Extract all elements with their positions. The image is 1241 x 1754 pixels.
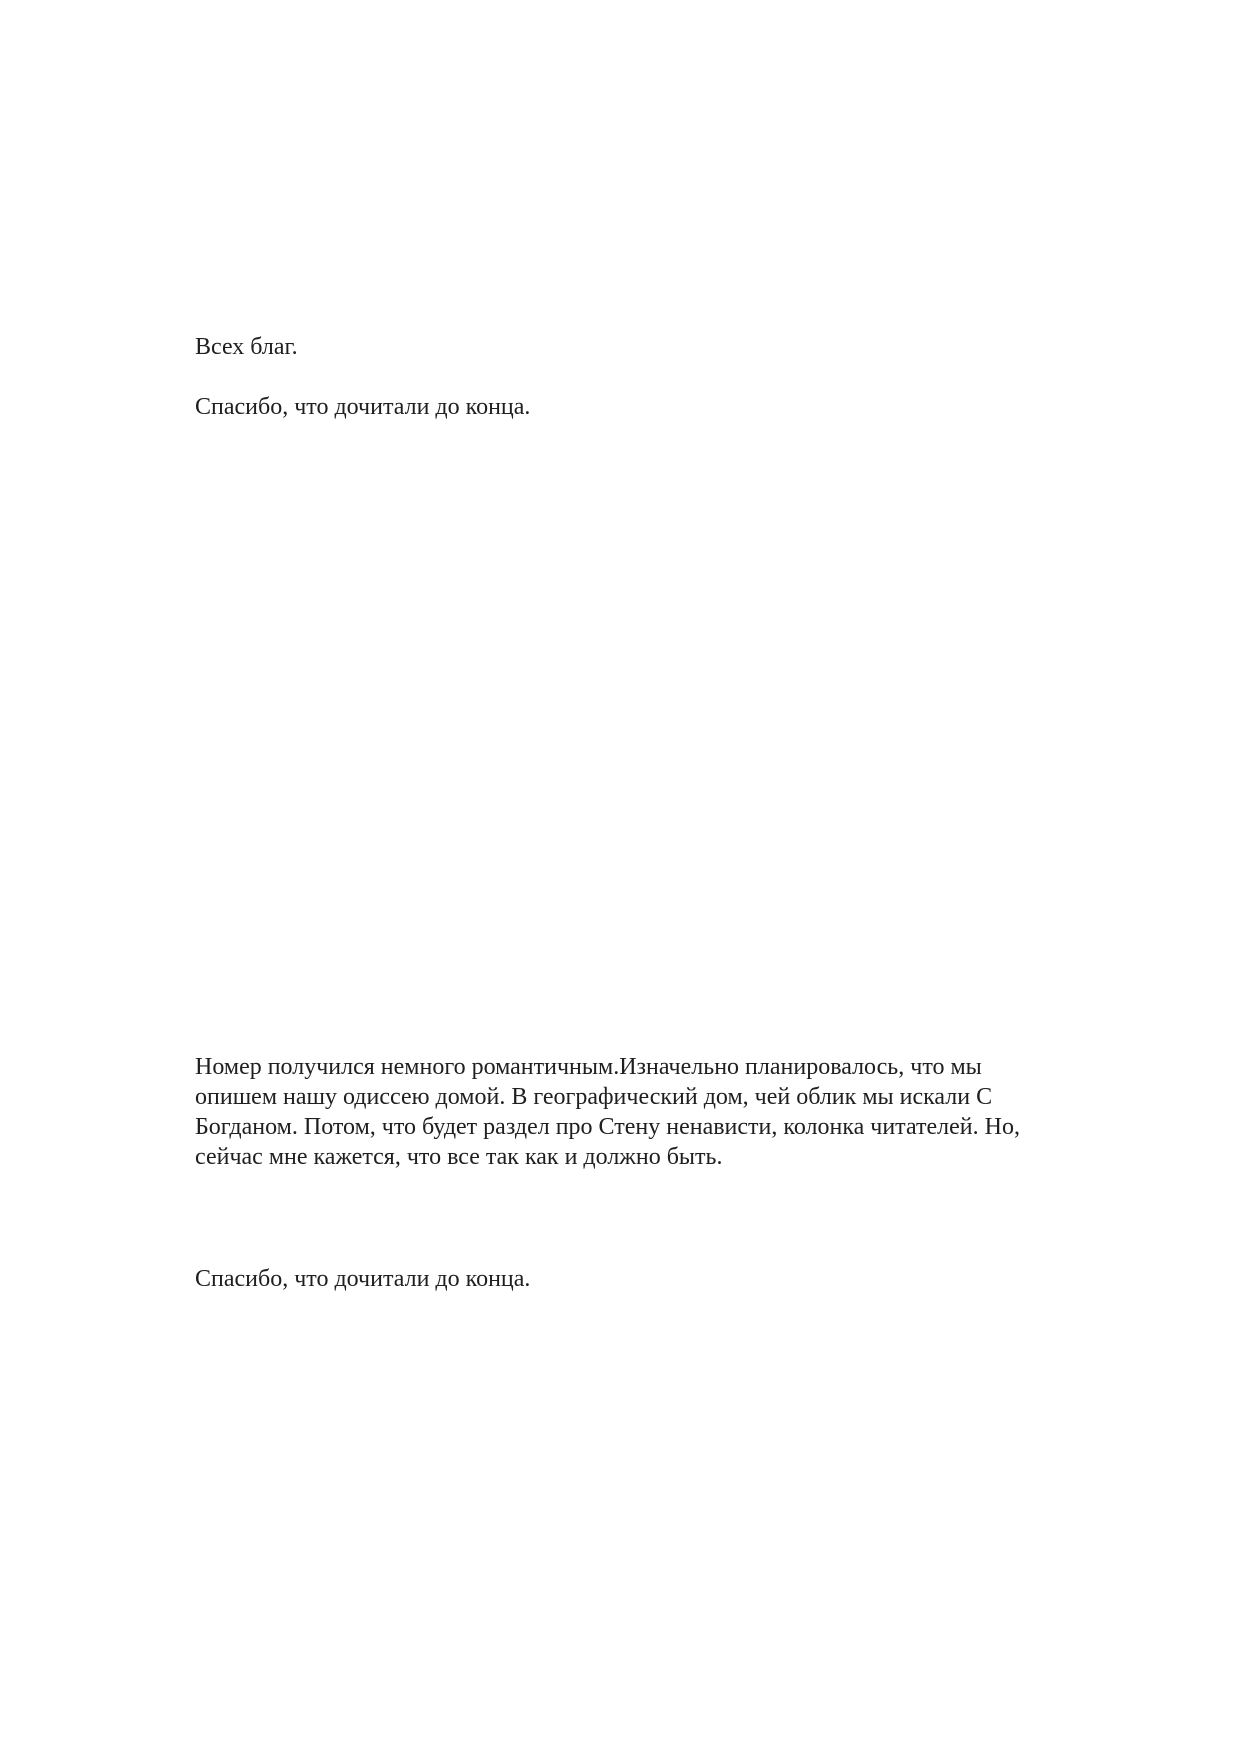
paragraph-line: Номер получился немного романтичным.Изначельно планировалось, что мы [195, 1054, 982, 1080]
thanks-text-top: Спасибо, что дочитали до конца. [195, 394, 531, 420]
paragraph-line: сейчас мне кажется, что все так как и должно быть. [195, 1144, 723, 1170]
thanks-text-bottom: Спасибо, что дочитали до конца. [195, 1266, 531, 1292]
greeting-text: Всех благ. [195, 334, 298, 360]
paragraph-line: опишем нашу одиссею домой. В географический дом, чей облик мы искали С [195, 1084, 993, 1110]
paragraph-line: Богданом. Потом, что будет раздел про Стену ненависти, колонка читателей. Но, [195, 1114, 1020, 1140]
body-paragraph [195, 1052, 1085, 1172]
